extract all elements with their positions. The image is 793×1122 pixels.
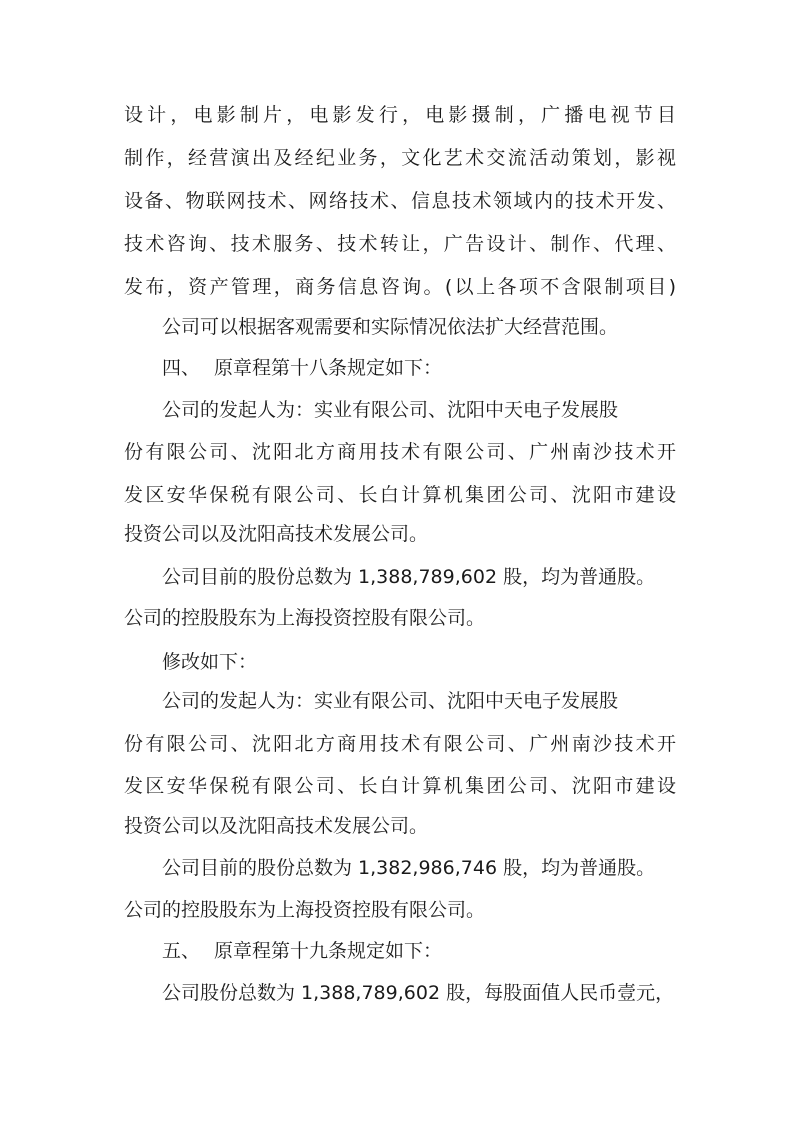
body-text-line: 份有限公司、沈阳北方商用技术有限公司、广州南沙技术开	[124, 733, 676, 755]
section-number: 五、	[162, 940, 201, 962]
body-text-line: 制作，经营演出及经纪业务，文化艺术交流活动策划，影视	[124, 147, 676, 169]
body-text-line: 公司可以根据客观需要和实际情况依法扩大经营范围。	[162, 316, 619, 338]
body-text-line: 技术咨询、技术服务、技术转让，广告设计、制作、代理、	[124, 233, 676, 255]
body-text-line: 修改如下：	[162, 651, 258, 673]
body-text-line: 发区安华保税有限公司、长白计算机集团公司、沈阳市建设	[124, 484, 676, 506]
body-text-line: 发区安华保税有限公司、长白计算机集团公司、沈阳市建设	[124, 775, 676, 797]
body-text-line: 发布，资产管理，商务信息咨询。(以上各项不含限制项目)	[124, 276, 676, 298]
body-text-line: 投资公司以及沈阳高技术发展公司。	[124, 815, 429, 837]
section-heading-five	[124, 939, 676, 963]
section-title: 原章程第十八条规定如下：	[214, 357, 443, 379]
section-title: 原章程第十九条规定如下：	[214, 940, 443, 962]
section-number: 四、	[162, 357, 201, 379]
section-heading-four	[124, 356, 676, 380]
body-text-line: 公司的控股股东为上海投资控股有限公司。	[124, 899, 486, 921]
body-text-line: 公司的发起人为：实业有限公司、沈阳中天电子发展股	[162, 399, 619, 421]
body-text-line: 公司目前的股份总数为 1,388,789,602 股，均为普通股。	[162, 566, 656, 588]
body-text-line: 公司的控股股东为上海投资控股有限公司。	[124, 607, 486, 629]
body-text-line: 设计，电影制片，电影发行，电影摄制，广播电视节目	[124, 104, 676, 126]
body-text-line: 投资公司以及沈阳高技术发展公司。	[124, 523, 429, 545]
body-text-line: 公司目前的股份总数为 1,382,986,746 股，均为普通股。	[162, 857, 656, 879]
body-text-line: 公司股份总数为 1,388,789,602 股，每股面值人民币壹元，	[162, 982, 675, 1004]
body-text-line: 设备、物联网技术、网络技术、信息技术领域内的技术开发、	[124, 190, 676, 212]
body-text-line: 公司的发起人为：实业有限公司、沈阳中天电子发展股	[162, 690, 619, 712]
body-text-line: 份有限公司、沈阳北方商用技术有限公司、广州南沙技术开	[124, 441, 676, 463]
